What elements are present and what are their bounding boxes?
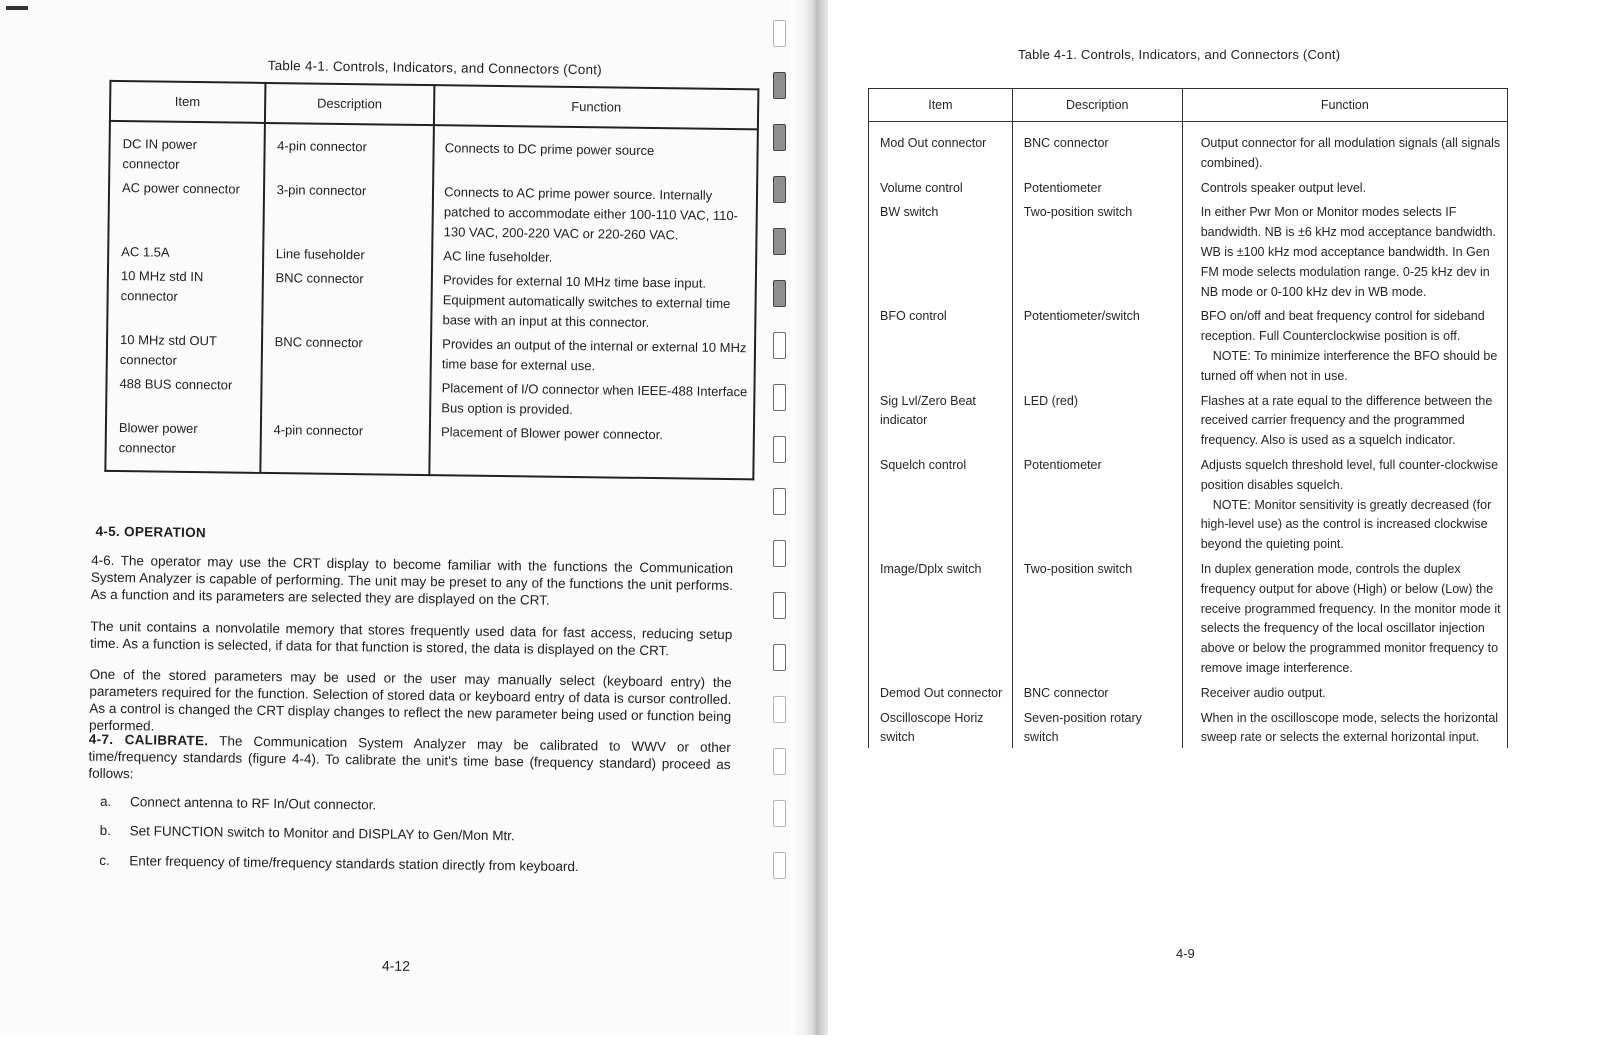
function-text: BFO on/off and beat frequency control for sideband reception. Full Counterclockwise position is off. [1200, 309, 1485, 344]
binding-hole [773, 72, 786, 99]
table-row [869, 122, 1508, 174]
item-cell: 488 BUS connector [106, 370, 261, 416]
description-cell: 4-pin connector [260, 416, 430, 475]
calibration-step [100, 823, 515, 843]
description-cell: LED (red) [1012, 387, 1182, 451]
function-note: NOTE: Monitor sensitivity is greatly decreased (for high-level use) as the control is increased clockwise beyond the quieting point. [1200, 497, 1492, 552]
step-text: Connect antenna to RF In/Out connector. [129, 794, 377, 813]
step-text: Enter frequency of time/frequency standards station directly from keyboard. [129, 853, 579, 875]
description-cell: Potentiometer [1012, 451, 1182, 555]
description-cell: BNC connector [1012, 122, 1182, 174]
item-cell: AC 1.5A [108, 238, 263, 264]
item-cell: BW switch [869, 198, 1013, 302]
binding-hole [773, 748, 786, 775]
item-cell: Squelch control [869, 451, 1013, 555]
column-header-item: Item [110, 81, 265, 123]
description-cell: BNC connector [261, 328, 431, 374]
table-row [869, 174, 1508, 199]
function-cell: When in the oscilloscope mode, selects the horizontal sweep rate or selects the external horizontal input. [1182, 704, 1507, 749]
function-cell: Receiver audio output. [1182, 679, 1507, 704]
description-cell: Two-position switch [1012, 555, 1182, 679]
right-table-title: Table 4-1. Controls, Indicators, and Connectors (Cont) [1018, 47, 1341, 62]
column-header-description: Description [1012, 89, 1182, 122]
function-cell: Placement of Blower power connector. [429, 418, 754, 479]
item-cell: 10 MHz std OUT connector [107, 326, 262, 372]
description-cell: Potentiometer/switch [1012, 302, 1182, 386]
function-cell: Placement of I/O connector when IEEE-488 Interface Bus option is provided. [430, 374, 754, 422]
column-header-function: Function [1182, 89, 1507, 122]
table-row [869, 555, 1508, 679]
item-cell: DC IN power connector [109, 121, 264, 176]
description-cell: BNC connector [1012, 679, 1182, 704]
binding-hole [773, 852, 786, 879]
function-cell [1182, 302, 1507, 386]
function-note: NOTE: To minimize interference the BFO should be turned off when not in use. [1200, 348, 1498, 383]
function-cell [1182, 451, 1507, 555]
binding-hole [773, 488, 786, 515]
paragraph-memory: The unit contains a nonvolatile memory that stores frequently used data for fast access, reducing setup time. As a function is selected, if data for that function is stored, the data is displayed on the CRT. [89, 618, 733, 659]
item-cell: Demod Out connector [869, 679, 1013, 704]
table-row [109, 121, 758, 182]
item-cell: AC power connector [108, 174, 263, 240]
step-text: Set FUNCTION switch to Monitor and DISPLAY to Gen/Mon Mtr. [129, 823, 515, 844]
function-cell: Connects to AC prime power source. Internally patched to accommodate either 100-110 VAC, 110-130 VAC, 200-220 VAC or 220-260 VAC. [433, 178, 758, 246]
step-letter: c. [99, 852, 110, 868]
binding-hole [773, 436, 786, 463]
calibration-step [99, 853, 579, 874]
paragraph-stored-parameters: One of the stored parameters may be used or the user may manually select (keyboard entry) the parameters required for the function. Selection of stored data or keyboard entry of data is cursor controlled. As a control is changed the CRT display changes to reflect the new parameter being used or function being performed. [88, 666, 732, 734]
item-cell: Oscilloscope Horiz switch [869, 704, 1013, 749]
function-cell: Provides an output of the internal or external 10 MHz time base for external use. [431, 330, 755, 378]
item-cell: Mod Out connector [869, 122, 1013, 174]
binding-hole [773, 800, 786, 827]
step-letter: b. [99, 822, 112, 838]
function-cell: Connects to DC prime power source [433, 125, 758, 182]
table-row [869, 451, 1508, 555]
binding-hole [773, 696, 786, 723]
description-cell: Two-position switch [1012, 198, 1182, 302]
binding-hole [773, 228, 786, 255]
binding-hole [773, 20, 786, 47]
binding-shadow [790, 0, 828, 1035]
binding-hole [773, 280, 786, 307]
section-heading-operation: 4-5. OPERATION [95, 523, 207, 541]
left-page-number: 4-12 [381, 957, 411, 974]
binding-hole [773, 644, 786, 671]
binding-hole [773, 592, 786, 619]
left-table-title: Table 4-1. Controls, Indicators, and Connectors (Cont) [267, 57, 602, 78]
description-cell: 4-pin connector [264, 123, 434, 178]
calibrate-text: The Communication System Analyzer may be calibrated to WWV or other time/frequency standards (figure 4-4). To calibrate the unit's time base (frequency standard) proceed as follows: [88, 733, 731, 782]
right-controls-table [868, 88, 1508, 748]
calibrate-heading: 4-7. CALIBRATE. [88, 731, 209, 749]
table-row [107, 262, 756, 334]
table-header-row [869, 89, 1508, 122]
function-cell: Provides for external 10 MHz time base input. Equipment automatically switches to external time base with an input at this connector. [431, 266, 756, 334]
description-cell: BNC connector [262, 264, 432, 330]
item-cell: BFO control [869, 302, 1013, 386]
function-cell: In either Pwr Mon or Monitor modes selects IF bandwidth. NB is ±6 kHz mod acceptance bandwidth. WB is ±100 kHz mod acceptance bandwidth. In Gen FM mode selects modulation range. 0-25 kHz dev in NB mode or 0-100 kHz dev in WB mode. [1182, 198, 1507, 302]
item-cell: Volume control [869, 174, 1013, 199]
table-row [869, 679, 1508, 704]
column-header-item: Item [869, 89, 1013, 122]
table-row [869, 302, 1508, 386]
column-header-description: Description [265, 83, 435, 125]
table-row [869, 198, 1508, 302]
left-controls-table [104, 80, 759, 480]
description-cell: Line fuseholder [263, 240, 433, 266]
function-text: Adjusts squelch threshold level, full counter-clockwise position disables squelch. [1200, 457, 1499, 492]
description-cell: 3-pin connector [263, 176, 433, 242]
right-page [828, 0, 1600, 1035]
item-cell: Image/Dplx switch [869, 555, 1013, 679]
binding-hole [773, 176, 786, 203]
binding-hole [773, 540, 786, 567]
item-cell: Sig Lvl/Zero Beat indicator [869, 387, 1013, 451]
function-cell: Output connector for all modulation signals (all signals combined). [1182, 122, 1507, 174]
description-cell: Seven-position rotary switch [1012, 704, 1182, 749]
binding-hole [773, 124, 786, 151]
column-header-function: Function [434, 85, 758, 129]
item-cell: Blower power connector [105, 414, 260, 473]
function-cell: In duplex generation mode, controls the duplex frequency output for above (High) or below (Low) the receive programmed frequency. In the monitor mode it selects the frequency of the local oscillator injection above or below the programmed monitor frequency to remove image interference. [1182, 555, 1507, 679]
binding-hole [773, 384, 786, 411]
description-cell [261, 372, 431, 418]
table-row [869, 704, 1508, 749]
function-cell: Controls speaker output level. [1182, 174, 1507, 199]
table-row [105, 414, 754, 479]
table-row [108, 174, 757, 246]
function-cell: AC line fuseholder. [432, 242, 756, 270]
description-cell: Potentiometer [1012, 174, 1182, 199]
paragraph-4-6: 4-6. The operator may use the CRT display to become familiar with the functions the Communication System Analyzer is capable of performing. The unit may be preset to any of the functions the unit performs. As a function and its parameters are selected they are displayed on the CRT. [90, 552, 734, 608]
left-page [0, 0, 800, 1035]
item-cell: 10 MHz std IN connector [107, 262, 262, 328]
paragraph-4-7-calibrate [88, 731, 731, 790]
step-letter: a. [99, 793, 112, 809]
binding-hole [773, 332, 786, 359]
function-cell: Flashes at a rate equal to the difference between the received carrier frequency and the programmed frequency. Also is used as a squelch indicator. [1182, 387, 1507, 451]
calibration-step [100, 794, 376, 813]
table-row [869, 387, 1508, 451]
right-page-number: 4-9 [1176, 946, 1195, 961]
